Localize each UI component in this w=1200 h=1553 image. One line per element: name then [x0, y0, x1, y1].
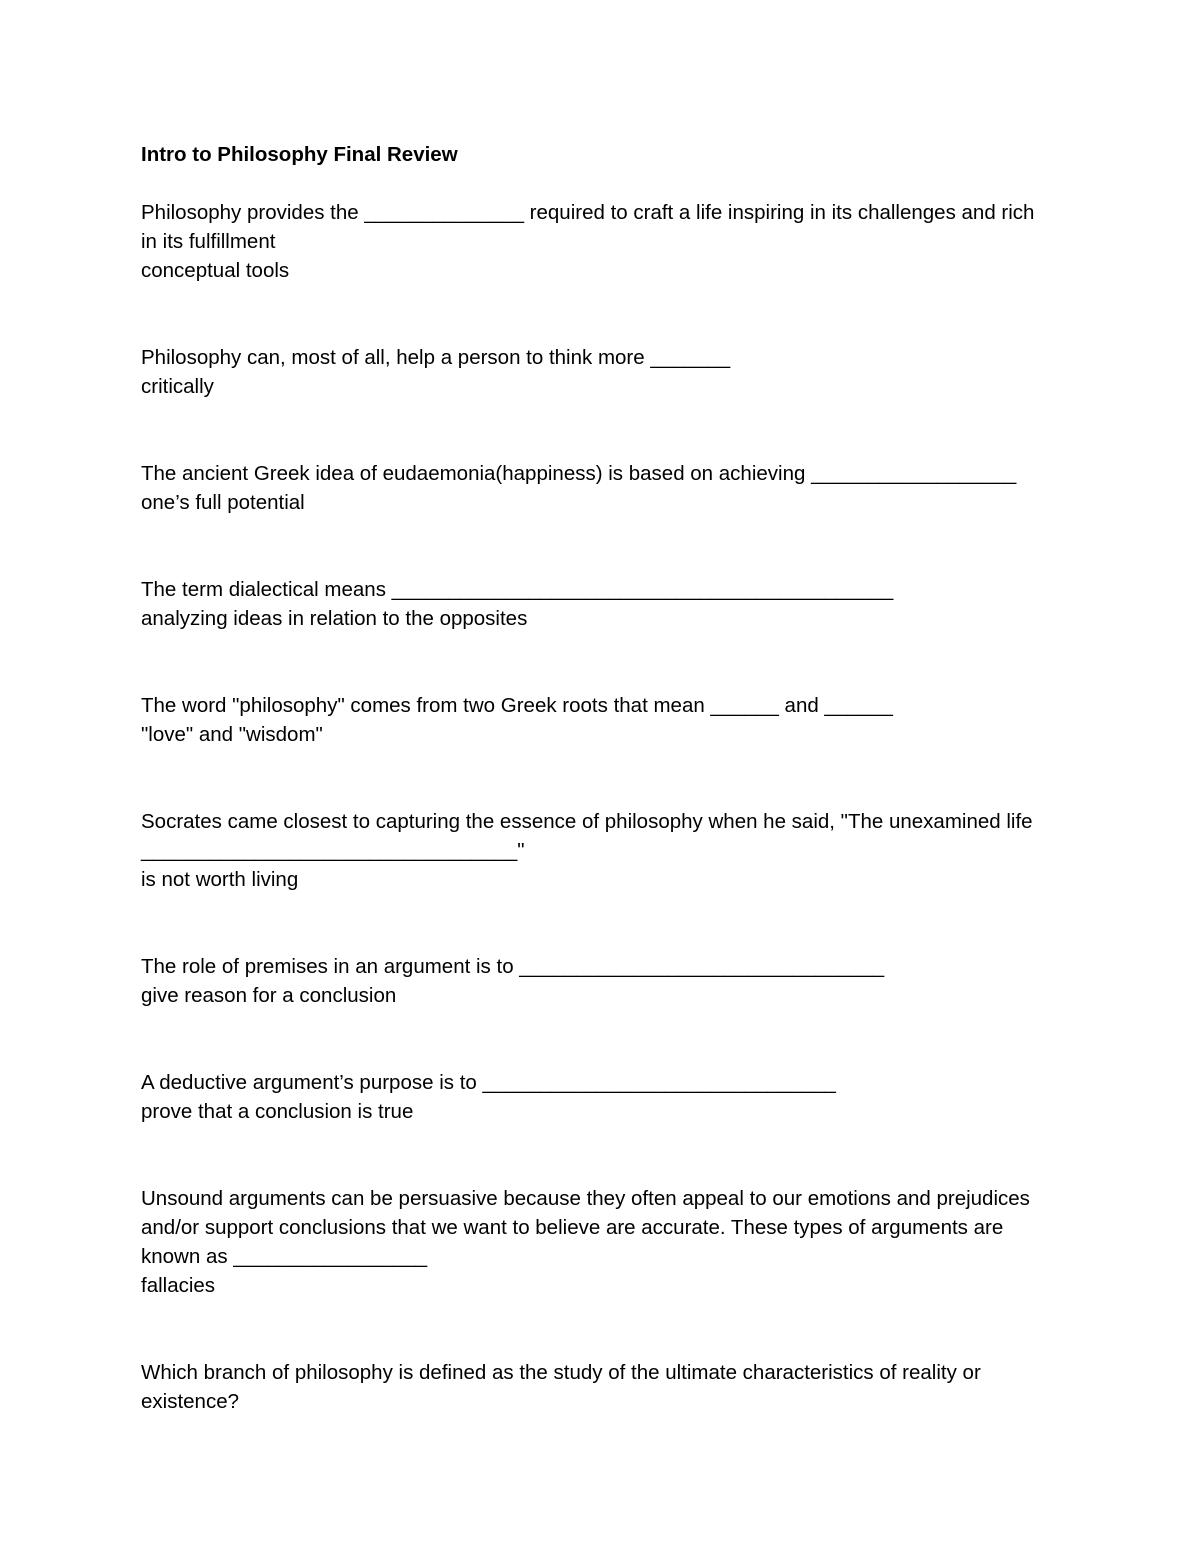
answer-text: prove that a conclusion is true: [141, 1100, 414, 1123]
question-text: The term dialectical means ____________________________________________: [141, 578, 894, 601]
question-block-2: [141, 343, 1051, 401]
document-title: Intro to Philosophy Final Review: [141, 143, 458, 166]
question-text: The word "philosophy" comes from two Greek roots that mean ______ and ______: [141, 694, 893, 717]
question-text: A deductive argument’s purpose is to _______________________________: [141, 1071, 836, 1094]
question-block-10: [141, 1358, 1051, 1416]
question-block-9: [141, 1184, 1051, 1300]
answer-text: critically: [141, 375, 214, 398]
question-block-6: [141, 807, 1051, 894]
document-page: [141, 140, 1051, 1416]
question-text: Philosophy can, most of all, help a person to think more _______: [141, 346, 731, 369]
question-text: The role of premises in an argument is to ________________________________: [141, 955, 885, 978]
question-block-3: [141, 459, 1051, 517]
question-text: Unsound arguments can be persuasive because they often appeal to our emotions and prejudices and/or support conclusions that we want to believe are accurate. These types of arguments are known as _________________: [141, 1187, 1036, 1268]
question-text: The ancient Greek idea of eudaemonia(happiness) is based on achieving __________________: [141, 462, 1017, 485]
question-block-5: [141, 691, 1051, 749]
answer-text: is not worth living: [141, 868, 299, 891]
question-text: Which branch of philosophy is defined as the study of the ultimate characteristics of reality or existence?: [141, 1361, 987, 1413]
question-text: Socrates came closest to capturing the essence of philosophy when he said, "The unexamined life _________________________________": [141, 810, 1039, 862]
answer-text: analyzing ideas in relation to the opposites: [141, 607, 528, 630]
question-block-4: [141, 575, 1051, 633]
question-block-8: [141, 1068, 1051, 1126]
question-block-7: [141, 952, 1051, 1010]
answer-text: "love" and "wisdom": [141, 723, 323, 746]
question-text: Philosophy provides the ______________ required to craft a life inspiring in its challenges and rich in its fulfillment: [141, 201, 1041, 253]
answer-text: fallacies: [141, 1274, 216, 1297]
answer-text: one’s full potential: [141, 491, 305, 514]
answer-text: give reason for a conclusion: [141, 984, 397, 1007]
answer-text: conceptual tools: [141, 259, 290, 282]
question-block-1: [141, 198, 1051, 285]
